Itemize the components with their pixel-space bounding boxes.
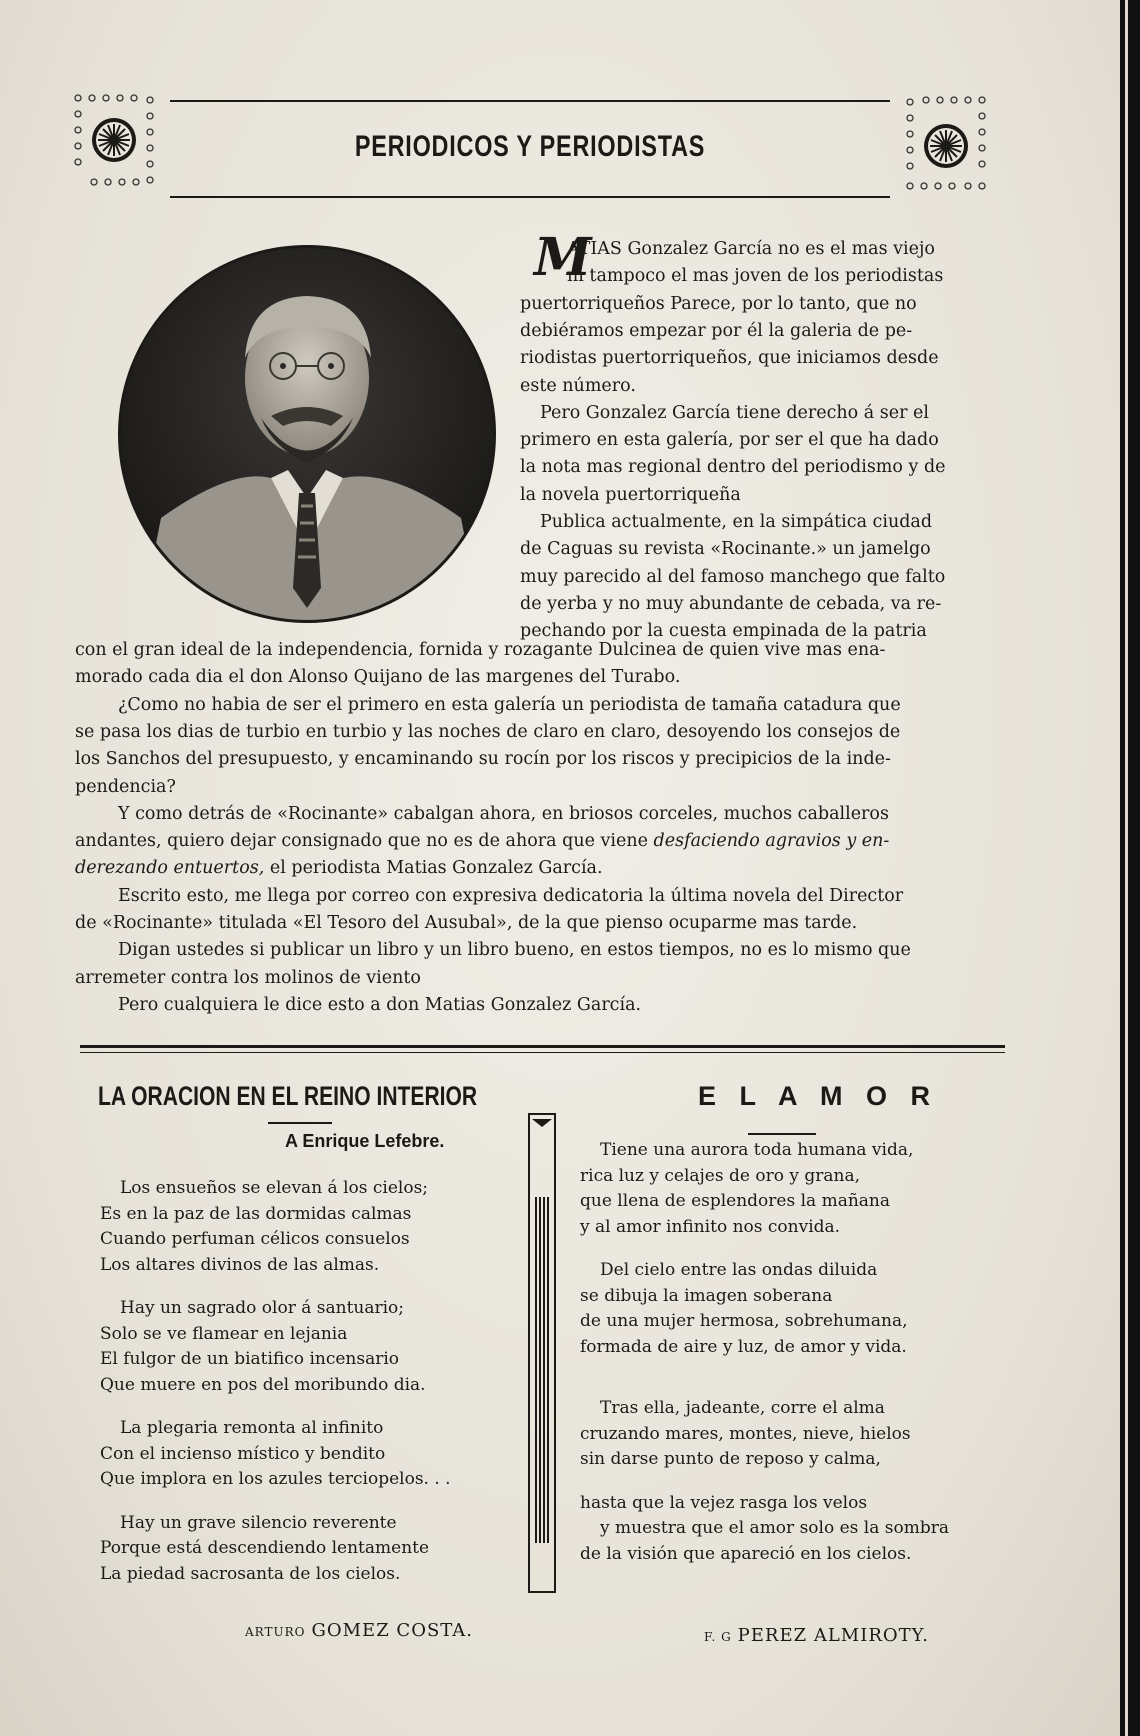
article-line	[75, 855, 603, 882]
poem-line: que llena de esplendores la mañana	[580, 1191, 891, 1211]
author-name: PEREZ ALMIROTY.	[737, 1625, 929, 1646]
article-line: muy parecido al del famoso manchego que falto	[520, 566, 946, 587]
article-line: primero en esta galería, por ser el que ha dado	[520, 430, 939, 451]
rosette-icon	[92, 118, 136, 162]
article-line: riodistas puertorriqueños, que iniciamos desde	[520, 348, 939, 369]
portrait-photo	[118, 245, 496, 623]
drop-cap: M	[534, 227, 592, 288]
article-line: la nota mas regional dentro del periodismo y de	[520, 457, 946, 478]
poem-left-signature	[245, 1620, 473, 1641]
poem-line: Que muere en pos del moribundo dia.	[100, 1374, 426, 1395]
title-underline	[268, 1122, 332, 1124]
poem-line: Que implora en los azules terciopelos. . .	[100, 1469, 451, 1489]
rosette-icon	[924, 124, 968, 168]
poem-line: Con el incienso místico y bendito	[100, 1443, 386, 1464]
article-line: Pero Gonzalez García tiene derecho á ser el	[540, 402, 929, 423]
article-line: arremeter contra los molinos de viento	[75, 967, 421, 988]
article-line-text: el periodista Matias Gonzalez García.	[264, 858, 603, 879]
poem-line: Porque está descendiendo lentamente	[100, 1538, 430, 1558]
poem-line: El fulgor de un biatifico incensario	[100, 1349, 400, 1369]
article-line: ni tampoco el mas joven de los periodistas	[567, 266, 944, 287]
column-divider-ornament	[528, 1113, 556, 1593]
poem-line: Hay un sagrado olor á santuario;	[120, 1298, 405, 1318]
poem-line: hasta que la vejez rasga los velos	[580, 1492, 868, 1513]
article-line	[75, 828, 889, 855]
section-divider-thin	[80, 1052, 1005, 1053]
header-bottom-rule	[170, 196, 890, 198]
page-edge	[1120, 0, 1140, 1736]
article-line: los Sanchos del presupuesto, y encaminando su rocín por los riscos y precipicios de la inde-	[75, 749, 891, 770]
article-line: Pero cualquiera le dice esto a don Matias Gonzalez García.	[118, 994, 642, 1015]
article-line: la novela puertorriqueña	[520, 484, 741, 505]
page-edge-rule	[1125, 0, 1128, 1736]
article-line: Escrito esto, me llega por correo con expresiva dedicatoria la última novela del Director	[118, 885, 904, 906]
poem-line: Tiene una aurora toda humana vida,	[600, 1140, 914, 1160]
article-line: este número.	[520, 375, 636, 396]
poem-line: Tras ella, jadeante, corre el alma	[600, 1398, 885, 1418]
signature-prefix: F. G	[704, 1630, 732, 1644]
article-line: de yerba y no muy abundante de cebada, va re-	[520, 593, 942, 614]
poem-line: La plegaria remonta al infinito	[120, 1418, 384, 1438]
right-corner-ornament	[890, 90, 990, 206]
poem-line: La piedad sacrosanta de los cielos.	[100, 1563, 401, 1584]
poem-line: Hay un grave silencio reverente	[120, 1512, 397, 1533]
article-line: con el gran ideal de la independencia, fornida y rozagante Dulcinea de quien vive mas ena-	[75, 640, 886, 660]
article-line: Y como detrás de «Rocinante» cabalgan ahora, en briosos corceles, muchos caballeros	[118, 803, 889, 824]
header-top-rule	[170, 100, 890, 102]
section-header	[70, 90, 990, 210]
poem-line: Los ensueños se elevan á los cielos;	[120, 1178, 429, 1198]
article-line: debiéramos empezar por él la galeria de pe-	[520, 320, 913, 341]
article-line: puertorriqueños Parece, por lo tanto, que no	[520, 293, 917, 314]
poem-line: Del cielo entre las ondas diluida	[600, 1260, 878, 1280]
poem-line: cruzando mares, montes, nieve, hielos	[580, 1423, 911, 1444]
page-title: PERIODICOS Y PERIODISTAS	[354, 130, 706, 163]
title-underline	[748, 1133, 816, 1135]
poem-line: Cuando perfuman célicos consuelos	[100, 1229, 410, 1249]
poem-line: Es en la paz de las dormidas calmas	[100, 1203, 412, 1224]
article-line: de Caguas su revista «Rocinante.» un jamelgo	[520, 539, 931, 560]
poem-line: y muestra que el amor solo es la sombra	[600, 1518, 949, 1538]
poem-line: Solo se ve flamear en lejania	[100, 1323, 348, 1344]
article-line: de «Rocinante» titulada «El Tesoro del Ausubal», de la que pienso ocuparme mas tarde.	[75, 913, 858, 933]
article-line-text: andantes, quiero dejar consignado que no es de ahora que viene	[75, 831, 654, 852]
poem-line: de la visión que apareció en los cielos.	[580, 1543, 912, 1564]
article-italic-phrase: derezando entuertos,	[75, 858, 265, 879]
article-line: pechando por la cuesta empinada de la patria	[520, 621, 927, 642]
signature-prefix: ARTURO	[245, 1625, 306, 1639]
article-line: ATIAS Gonzalez García no es el mas viejo	[567, 239, 935, 259]
article-line: morado cada dia el don Alonso Quijano de las margenes del Turabo.	[75, 667, 681, 688]
poem-line: de una mujer hermosa, sobrehumana,	[580, 1311, 908, 1331]
article-line: Publica actualmente, en la simpática ciudad	[540, 512, 933, 532]
poem-dedication: A Enrique Lefebre.	[285, 1131, 445, 1151]
author-name: GOMEZ COSTA.	[311, 1620, 474, 1641]
poem-left-title: LA ORACION EN EL REINO INTERIOR	[98, 1081, 478, 1111]
article-line: Digan ustedes si publicar un libro y un libro bueno, en estos tiempos, no es lo mismo que	[118, 940, 911, 961]
article-line: ¿Como no habia de ser el primero en esta galería un periodista de tamaña catadura que	[118, 694, 901, 715]
poem-right-title: E L A M O R	[698, 1081, 939, 1111]
left-corner-ornament	[70, 90, 170, 206]
poem-line: formada de aire y luz, de amor y vida.	[580, 1336, 907, 1357]
poem-line: y al amor infinito nos convida.	[580, 1216, 841, 1237]
poem-line: sin darse punto de reposo y calma,	[580, 1449, 881, 1469]
poem-line: Los altares divinos de las almas.	[100, 1254, 380, 1275]
poem-line: se dibuja la imagen soberana	[580, 1285, 833, 1306]
poem-right-signature	[704, 1625, 929, 1646]
poem-line: rica luz y celajes de oro y grana,	[580, 1165, 860, 1186]
article-italic-phrase: desfaciendo agravios y en-	[653, 831, 890, 852]
article-line: pendencia?	[75, 776, 176, 797]
article-line: se pasa los dias de turbio en turbio y las noches de claro en claro, desoyendo los consejos de	[75, 721, 901, 742]
section-divider	[80, 1045, 1005, 1048]
